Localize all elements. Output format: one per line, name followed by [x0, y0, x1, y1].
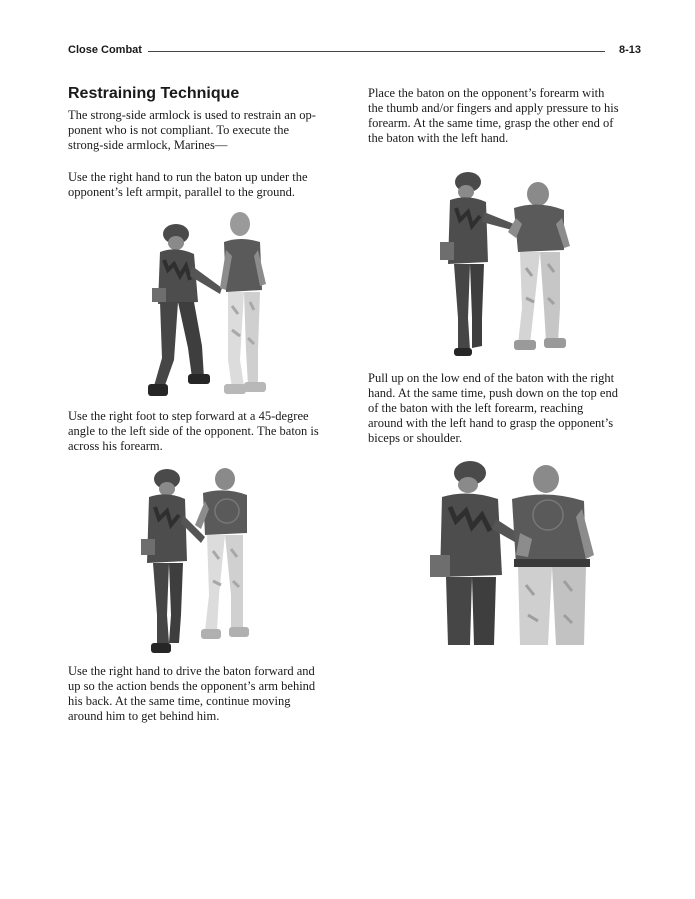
illustration-photo-4: [420, 455, 600, 645]
opponent-figure: [195, 468, 249, 639]
marine-figure: [430, 461, 524, 645]
text-line: the thumb and/or fingers and apply pressure to his: [368, 101, 619, 115]
running-header: [68, 44, 641, 58]
intro-paragraph: [68, 108, 316, 153]
step-paragraph: [368, 86, 619, 146]
text-line: around with the left hand to grasp the opponent’s: [368, 416, 614, 430]
text-line: Place the baton on the opponent’s forearm with: [368, 86, 605, 100]
text-line: the baton with the left hand.: [368, 131, 509, 145]
text-line: Use the right hand to drive the baton forward and: [68, 664, 315, 678]
illustration-photo-1: [140, 210, 280, 402]
step-paragraph: [368, 371, 618, 446]
marine-figure: [148, 224, 222, 396]
step-paragraph: [68, 170, 308, 200]
text-line: across his forearm.: [68, 439, 163, 453]
section-heading: Restraining Technique: [68, 85, 240, 102]
header-rule: [148, 51, 605, 52]
text-line: strong-side armlock, Marines—: [68, 138, 228, 152]
text-line: opponent’s left armpit, parallel to the ground.: [68, 185, 296, 199]
text-line: his back. At the same time, continue moving: [68, 694, 291, 708]
text-line: hand. At the same time, push down on the top end: [368, 386, 618, 400]
text-line: Pull up on the low end of the baton with the right: [368, 371, 615, 385]
text-line: Use the right hand to run the baton up under the: [68, 170, 308, 184]
text-line: up so the action bends the opponent’s arm behind: [68, 679, 316, 693]
text-line: angle to the left side of the opponent. The baton is: [68, 424, 319, 438]
text-line: forearm. At the same time, grasp the other end of: [368, 116, 614, 130]
text-line: The strong-side armlock is used to restrain an op-: [68, 108, 316, 122]
step-paragraph: [68, 664, 315, 724]
page-number: 8-13: [618, 44, 641, 56]
marine-figure: [440, 172, 514, 356]
text-line: ponent who is not compliant. To execute the: [68, 123, 290, 137]
opponent-figure: [512, 465, 594, 645]
illustration-photo-3: [135, 465, 265, 655]
text-line: Use the right foot to step forward at a 45-degree: [68, 409, 309, 423]
text-line: biceps or shoulder.: [368, 431, 463, 445]
text-line: around him to get behind him.: [68, 709, 220, 723]
text-line: of the baton with the left forearm, reaching: [368, 401, 584, 415]
step-paragraph: [68, 409, 319, 454]
illustration-photo-2: [430, 168, 580, 358]
marine-figure: [141, 469, 205, 653]
section-title: Close Combat: [68, 44, 142, 56]
opponent-figure: [220, 212, 266, 394]
opponent-figure: [508, 182, 570, 350]
